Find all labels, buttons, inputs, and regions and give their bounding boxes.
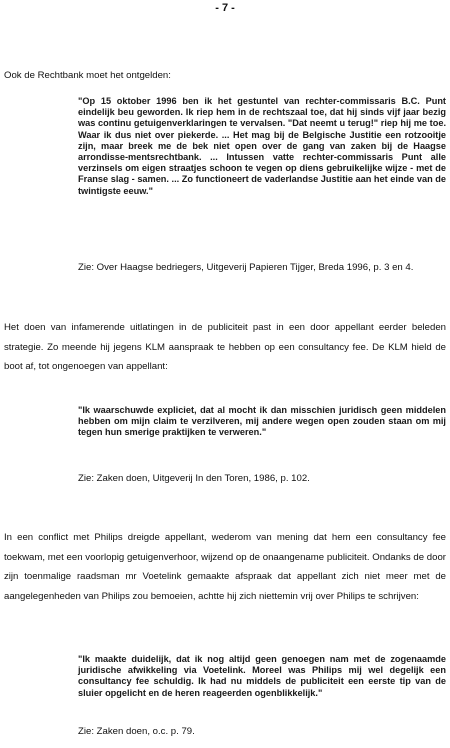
intro-paragraph: Ook de Rechtbank moet het ontgelden: xyxy=(4,70,171,81)
paragraph-philips: In een conflict met Philips dreigde appellant, wederom van mening dat hem een consultancy fee toekwam, met een voorlopig getuigenverhoor, wijzend op de onaangename publiciteit. Ondanks de door zijn toenmalige raadsman mr Voetelink gemaakte afspraak dat appellant zich niet meer met de aangelegenheden van Philips zou bemoeien, achtte hij zich niettemin vrij over Philips te schrijven: xyxy=(4,532,446,602)
quote-rechtbank: "Op 15 oktober 1996 ben ik het gestuntel van rechter-commissaris B.C. Punt eindelijk beu geworden. Ik riep hem in de rechtszaal toe, dat hij sinds vijf jaar bezig was continu getuigenverklaringen te vervalsen. "Dat neemt u terug!" riep hij me toe. Waar ik dus niet over piekerde. ... Het mag bij de Belgische Justitie een rotzooitje zijn, maar breek me de bek niet open over de gang van zaken bij de Haagse arrondisse-mentsrechtbank. ... Intussen vatte rechter-commissaris Punt alle verzinsels om eigen straatjes schoon te vegen op diens gebruikelijke wijze - met de Franse slag - samen. ... Zo functioneert de vaderlandse Justitie aan het einde van de twintigste eeuw." xyxy=(78,96,446,196)
quote-philips: "Ik maakte duidelijk, dat ik nog altijd geen genoegen nam met de zogenaamde juridische afwikkeling via Voetelink. Moreel was Philips mij wel degelijk een consultancy fee schuldig. Ik had nu middels de publiciteit een eerste tip van de sluier opgelicht en de heren reageerden ogenblikkelijk." xyxy=(78,654,446,698)
page-number: - 7 - xyxy=(215,2,235,14)
source-zaken-doen-79: Zie: Zaken doen, o.c. p. 79. xyxy=(78,726,195,737)
paragraph-klm: Het doen van infamerende uitlatingen in de publiciteit past in een door appellant eerder beleden strategie. Zo meende hij jegens KLM aanspraak te hebben op een consultancy fee. De KLM hield de boot af, tot ongenoegen van appellant: xyxy=(4,322,446,372)
quote-klm: "Ik waarschuwde expliciet, dat al mocht ik dan misschien juridisch geen middelen hebben om mijn claim te verzilveren, mij andere wegen open zouden staan om mij tegen hun smerige praktijken te verweren." xyxy=(78,405,446,438)
source-haagse-bedriegers: Zie: Over Haagse bedriegers, Uitgeverij Papieren Tijger, Breda 1996, p. 3 en 4. xyxy=(78,262,414,273)
source-zaken-doen-102: Zie: Zaken doen, Uitgeverij In den Toren, 1986, p. 102. xyxy=(78,473,310,484)
